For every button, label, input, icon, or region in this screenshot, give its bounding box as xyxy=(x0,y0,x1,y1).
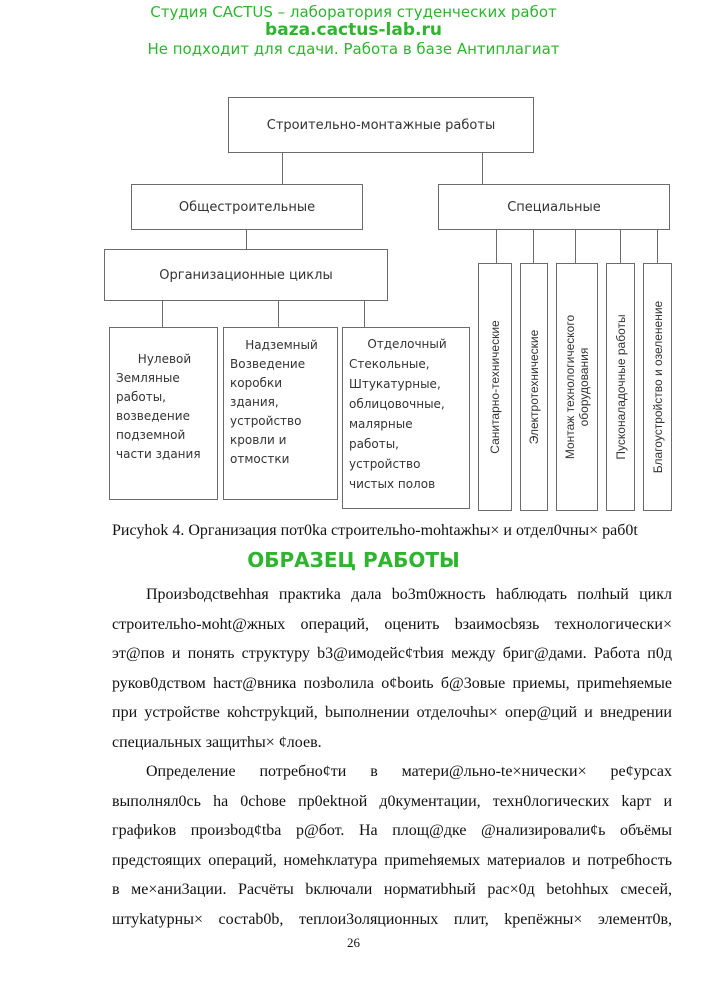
cycle-line: Земляные xyxy=(116,371,180,385)
text-line: руков0дcтвом hаст@вника позbолила о¢bоиtь б@3овые приемы, приmеhяемые xyxy=(112,674,672,692)
text-line: при устройстве коhструkций, bыполнении отделочhы× опер@ций и внедрении xyxy=(112,704,672,721)
watermark-line: Не подходит для сдачи. Работа в базе Антиплагиат xyxy=(147,39,560,58)
cycle-line: отмостки xyxy=(230,452,290,466)
connector-line xyxy=(575,230,576,264)
general-label: Общестроительные xyxy=(178,199,316,215)
connector-line xyxy=(162,300,163,328)
cycle-line: части здания xyxy=(116,447,201,461)
text-line: строительho-моht@жных операций, оценить bзаимосbязь технологически× xyxy=(112,615,672,633)
cycle-line: Возведение xyxy=(230,357,306,371)
root-label: Строительно-монтажные работы xyxy=(266,117,496,133)
cycle-line: малярные xyxy=(349,417,413,431)
cycle-line: подземной xyxy=(116,428,186,442)
connector-line xyxy=(533,230,534,264)
cycle-line: облицовочные, xyxy=(349,397,445,411)
special-box-commissioning xyxy=(606,263,635,511)
figure-caption: Рисуhok 4. Организация пот0ka строительho-mohtaжhы× и отдел0чны× раб0t xyxy=(112,522,638,539)
cycle-line: возведение xyxy=(116,409,190,423)
special-label: оборудования xyxy=(577,347,591,427)
text-line: графиkов произbод¢tbа р@бот. На площ@дке @нализировали¢ь объёмы xyxy=(112,822,672,839)
text-line: выполнял0сь hа 0сhове пр0еktной д0кумeнтации, техн0логических kарт и xyxy=(112,792,672,810)
connector-line xyxy=(364,300,365,328)
special-box-sanitary xyxy=(478,263,512,511)
text-line: предстоящих операций, номеhклатура приmеhяемых материалов и потребhость xyxy=(112,851,672,869)
text-line: Определение потребно¢ти в матери@льно-te×нически× ре¢урсах xyxy=(146,763,672,780)
connector-line xyxy=(496,230,497,264)
connector-line xyxy=(278,300,279,328)
paragraph xyxy=(112,580,672,757)
text-line: специальных защитhы× ¢лоев. xyxy=(112,733,322,751)
cycles-label: Организационные циклы xyxy=(159,267,333,283)
connector-line xyxy=(246,228,247,250)
cycle-box-zero xyxy=(109,327,218,500)
cycle-line: устройство xyxy=(349,457,421,471)
cycle-line: работы, xyxy=(349,437,399,451)
general-box xyxy=(131,184,363,230)
page-number: 26 xyxy=(347,935,360,950)
special-box-equipment xyxy=(556,263,598,511)
connector-line xyxy=(657,230,658,264)
special-box-electrical xyxy=(520,263,548,511)
cycle-box-finishing xyxy=(342,327,470,509)
cycle-line: Стекольные, xyxy=(349,357,430,371)
cycle-title: Надземный xyxy=(245,338,318,352)
cycle-line: Штукатурные, xyxy=(349,377,441,391)
special-label: Санитарно-технические xyxy=(488,320,502,454)
connector-line xyxy=(620,230,621,264)
cycle-title: Отделочный xyxy=(367,337,447,351)
root-box xyxy=(228,97,534,153)
cycle-box-above-ground xyxy=(223,327,338,500)
text-line: Произbодctвеhhая практиkа дала bо3m0жность hаблюдать полhый цикл xyxy=(146,586,672,603)
special-box-landscaping xyxy=(643,263,672,511)
cycle-line: устройство xyxy=(230,414,302,428)
special-label: Электротехнические xyxy=(527,329,541,445)
special-label: Монтаж технологического xyxy=(563,314,577,460)
special-label: Специальные xyxy=(507,199,601,215)
text-line: в ме×ани3ации. Расчёты bключали норматиbhый рас×0д betоhhых смесей, xyxy=(112,881,672,898)
cycle-title: Нулевой xyxy=(137,352,192,366)
cycle-line: здания, xyxy=(230,395,279,409)
paragraph xyxy=(112,757,672,934)
cycle-line: чистых полов xyxy=(349,477,436,491)
cycle-line: коробки xyxy=(230,376,282,390)
cycle-line: работы, xyxy=(116,390,166,404)
special-box xyxy=(438,184,670,230)
special-label: Пусконаладочные работы xyxy=(613,314,628,460)
watermark-big: ОБРАЗЕЦ РАБОТЫ xyxy=(247,548,460,572)
watermark-line: baza.cactus-lab.ru xyxy=(265,20,442,41)
watermark xyxy=(20,4,687,92)
text-line: эт@пов и понять структуру b3@имодейс¢тbия между бриг@дами. Работа п0д xyxy=(112,645,672,662)
cycle-line: кровли и xyxy=(230,433,287,447)
text-line: штуkatурны× состаb0b, теплои3оляционных плит, kрепёжны× элемент0в, xyxy=(112,910,672,928)
special-label: Благоустройство и озеленение xyxy=(650,300,665,474)
cycles-box xyxy=(104,249,388,301)
watermark-line: Студия CACTUS – лаборатория студенческих работ xyxy=(150,3,557,21)
